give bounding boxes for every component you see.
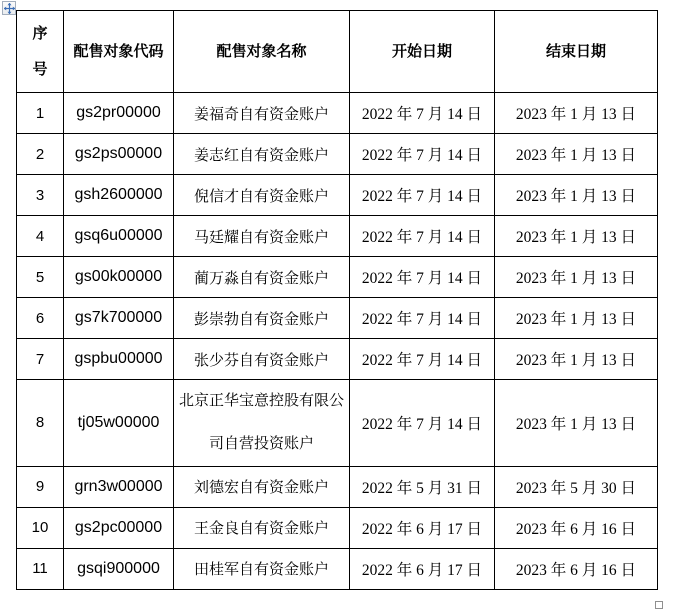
- cell-start[interactable]: 2022 年 7 月 14 日: [350, 380, 495, 467]
- table-row: [17, 134, 658, 175]
- table-row: [17, 216, 658, 257]
- cell-no[interactable]: 1: [17, 93, 64, 134]
- cell-end[interactable]: 2023 年 5 月 30 日: [495, 466, 658, 507]
- header-label-code: 配售对象代码: [73, 43, 164, 60]
- cell-start[interactable]: 2022 年 7 月 14 日: [350, 339, 495, 380]
- cell-end[interactable]: 2023 年 1 月 13 日: [495, 380, 658, 467]
- header-label-start: 开始日期: [391, 43, 452, 60]
- cell-end[interactable]: 2023 年 1 月 13 日: [495, 216, 658, 257]
- cell-start[interactable]: 2022 年 7 月 14 日: [350, 175, 495, 216]
- table-row: [17, 175, 658, 216]
- cell-name[interactable]: 刘德宏自有资金账户: [174, 466, 350, 507]
- table-row: [17, 507, 658, 548]
- header-label-no: 序号: [32, 24, 48, 78]
- table-row: [17, 298, 658, 339]
- cell-name[interactable]: 彭崇勃自有资金账户: [174, 298, 350, 339]
- cell-start[interactable]: 2022 年 6 月 17 日: [350, 507, 495, 548]
- cell-start[interactable]: 2022 年 7 月 14 日: [350, 298, 495, 339]
- cell-end[interactable]: 2023 年 1 月 13 日: [495, 339, 658, 380]
- cell-no[interactable]: 6: [17, 298, 64, 339]
- table-resize-handle[interactable]: [655, 601, 663, 609]
- header-cell-code[interactable]: [64, 11, 174, 93]
- move-arrows-icon: [4, 3, 15, 14]
- cell-name[interactable]: 马廷耀自有资金账户: [174, 216, 350, 257]
- header-label-name: 配售对象名称: [216, 43, 307, 60]
- cell-name[interactable]: 姜志红自有资金账户: [174, 134, 350, 175]
- header-row: [17, 11, 658, 93]
- cell-code[interactable]: gs7k700000: [64, 298, 174, 339]
- cell-code[interactable]: gsh2600000: [64, 175, 174, 216]
- cell-no[interactable]: 5: [17, 257, 64, 298]
- cell-code[interactable]: gs2pc00000: [64, 507, 174, 548]
- cell-code[interactable]: gs2pr00000: [64, 93, 174, 134]
- cell-name[interactable]: 北京正华宝意控股有限公司自营投资账户: [174, 380, 350, 467]
- table-row: [17, 466, 658, 507]
- cell-start[interactable]: 2022 年 7 月 14 日: [350, 134, 495, 175]
- cell-code[interactable]: gs2ps00000: [64, 134, 174, 175]
- cell-start[interactable]: 2022 年 7 月 14 日: [350, 216, 495, 257]
- cell-name[interactable]: 姜福奇自有资金账户: [174, 93, 350, 134]
- cell-no[interactable]: 9: [17, 466, 64, 507]
- cell-no[interactable]: 11: [17, 548, 64, 589]
- cell-start[interactable]: 2022 年 5 月 31 日: [350, 466, 495, 507]
- header-cell-name[interactable]: [174, 11, 350, 93]
- table-move-handle[interactable]: [2, 1, 16, 15]
- cell-end[interactable]: 2023 年 1 月 13 日: [495, 175, 658, 216]
- header-cell-end[interactable]: [495, 11, 658, 93]
- header-cell-no[interactable]: [17, 11, 64, 93]
- cell-code[interactable]: gsq6u00000: [64, 216, 174, 257]
- placement-objects-table: [16, 10, 658, 590]
- cell-end[interactable]: 2023 年 1 月 13 日: [495, 298, 658, 339]
- cell-name[interactable]: 王金良自有资金账户: [174, 507, 350, 548]
- cell-end[interactable]: 2023 年 1 月 13 日: [495, 257, 658, 298]
- cell-end[interactable]: 2023 年 1 月 13 日: [495, 93, 658, 134]
- header-cell-start[interactable]: [350, 11, 495, 93]
- cell-code[interactable]: grn3w00000: [64, 466, 174, 507]
- table-row: [17, 548, 658, 589]
- cell-no[interactable]: 2: [17, 134, 64, 175]
- cell-name[interactable]: 倪信才自有资金账户: [174, 175, 350, 216]
- table-row: [17, 257, 658, 298]
- cell-no[interactable]: 4: [17, 216, 64, 257]
- cell-code[interactable]: tj05w00000: [64, 380, 174, 467]
- cell-name[interactable]: 蔺万淼自有资金账户: [174, 257, 350, 298]
- cell-name[interactable]: 张少芬自有资金账户: [174, 339, 350, 380]
- table-row: [17, 339, 658, 380]
- cell-code[interactable]: gs00k00000: [64, 257, 174, 298]
- table-row: [17, 380, 658, 467]
- cell-start[interactable]: 2022 年 7 月 14 日: [350, 257, 495, 298]
- cell-no[interactable]: 7: [17, 339, 64, 380]
- header-label-end: 结束日期: [545, 43, 606, 60]
- table-row: [17, 93, 658, 134]
- cell-code[interactable]: gsqi900000: [64, 548, 174, 589]
- cell-end[interactable]: 2023 年 6 月 16 日: [495, 507, 658, 548]
- cell-start[interactable]: 2022 年 6 月 17 日: [350, 548, 495, 589]
- cell-end[interactable]: 2023 年 1 月 13 日: [495, 134, 658, 175]
- cell-no[interactable]: 10: [17, 507, 64, 548]
- cell-name[interactable]: 田桂军自有资金账户: [174, 548, 350, 589]
- cell-no[interactable]: 8: [17, 380, 64, 467]
- cell-start[interactable]: 2022 年 7 月 14 日: [350, 93, 495, 134]
- cell-end[interactable]: 2023 年 6 月 16 日: [495, 548, 658, 589]
- cell-code[interactable]: gspbu00000: [64, 339, 174, 380]
- cell-no[interactable]: 3: [17, 175, 64, 216]
